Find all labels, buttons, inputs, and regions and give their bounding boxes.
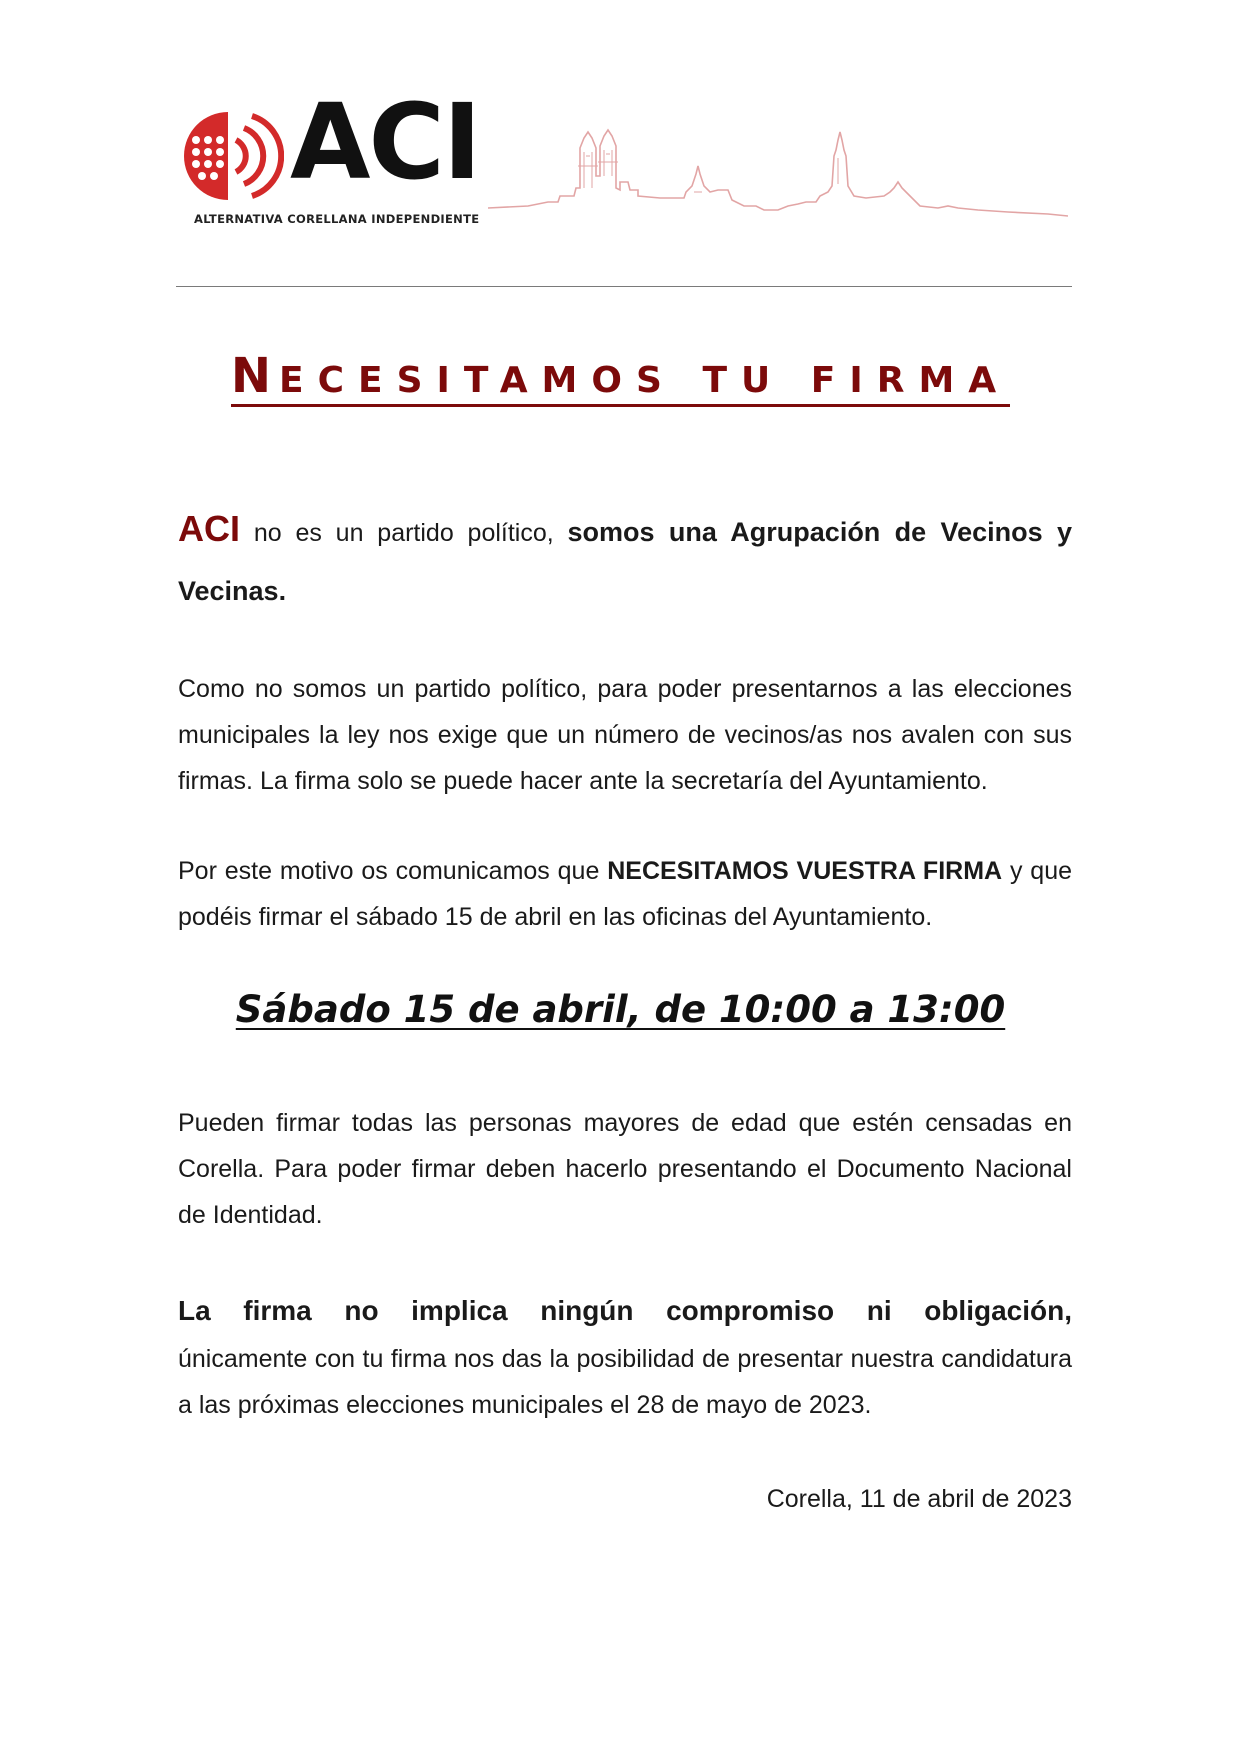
aci-sound-waves-logo-icon <box>176 102 284 210</box>
intro-paragraph <box>178 500 1072 621</box>
paragraph-request <box>178 848 1072 940</box>
header-divider <box>176 286 1072 287</box>
paragraph-requirements: Como no somos un partido político, para poder presentarnos a las elecciones municipales la ley nos exige que un número de vecinos/as nos avalen con sus firmas. La firma solo se puede hacer ante la secretaría del Ayuntamiento. <box>178 675 1072 795</box>
intro-aci: ACI <box>178 508 240 549</box>
paragraph-commitment-rest: únicamente con tu firma nos das la posibilidad de presentar nuestra candidatura a las próximas elecciones municipales el 28 de mayo de 2023. <box>178 1345 1072 1419</box>
letterhead <box>176 81 1076 236</box>
intro-plain: no es un partido político, <box>240 519 568 547</box>
paragraph-request-after: y que podéis firmar el sábado 15 de abril en las oficinas del Ayuntamiento. <box>178 857 1072 931</box>
title-first-letter: N <box>230 348 279 404</box>
title-rest: ECESITAMOS TU FIRMA <box>279 360 1011 401</box>
corella-skyline-illustration-icon <box>488 126 1068 236</box>
logo-wordmark: ACI <box>290 81 480 203</box>
page-title-underlined <box>230 348 1011 407</box>
logo-subtitle: ALTERNATIVA CORELLANA INDEPENDIENTE <box>194 212 480 226</box>
event-date-text: Sábado 15 de abril, de 10:00 a 13:00 <box>235 988 1006 1031</box>
paragraph-request-bold: NECESITAMOS VUESTRA FIRMA <box>607 857 1003 885</box>
paragraph-eligibility: Pueden firmar todas las personas mayores de edad que estén censadas en Corella. Para poder firmar deben hacerlo presentando el Documento Nacional de Identidad. <box>178 1109 1072 1229</box>
intro-bold: somos una Agrupación de Vecinos y Vecinas. <box>178 517 1072 606</box>
paragraph-request-before: Por este motivo os comunicamos que <box>178 857 608 885</box>
page-title <box>0 348 1241 407</box>
paragraph-commitment <box>178 1286 1072 1428</box>
signoff-date: Corella, 11 de abril de 2023 <box>766 1485 1072 1513</box>
paragraph-commitment-bold: La firma no implica ningún compromiso ni obligación, <box>178 1295 1072 1326</box>
event-date-heading <box>0 988 1241 1031</box>
